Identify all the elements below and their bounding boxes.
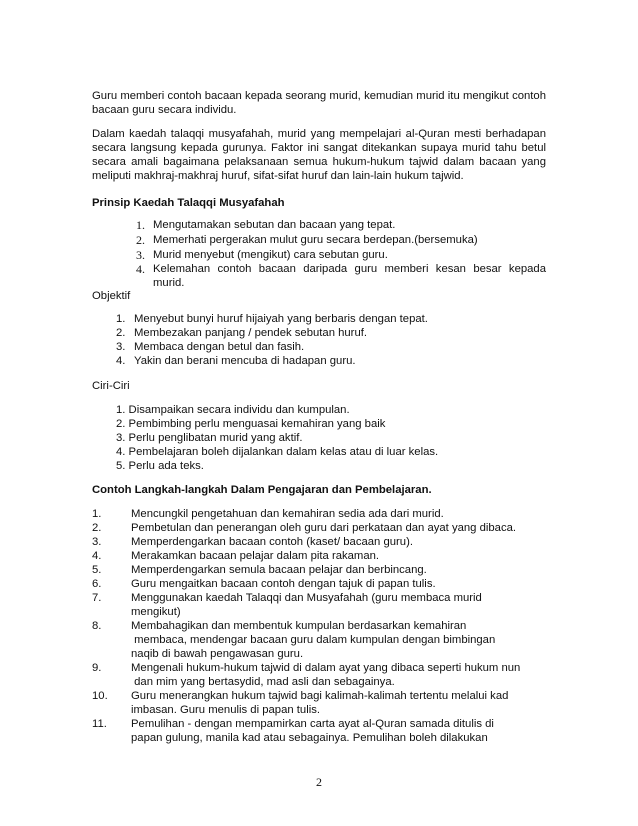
list-item: 2. Pembimbing perlu menguasai kemahiran yang baik: [116, 418, 386, 430]
list-number: 9.: [92, 662, 102, 674]
list-number: 3.: [136, 248, 145, 262]
list-number: 1.: [116, 313, 126, 325]
list-text: Menggunakan kaedah Talaqqi dan Musyafahah (guru membaca murid: [131, 592, 482, 604]
list-number: 4.: [92, 550, 102, 562]
list-number: 3.: [92, 536, 102, 548]
list-text-continued: murid.: [153, 277, 185, 289]
list-text: Memperdengarkan semula bacaan pelajar dan berbincang.: [131, 564, 427, 576]
list-text: Pemulihan - dengan mempamirkan carta ayat al-Quran samada ditulis di: [131, 718, 494, 730]
list-text-continued: naqib di bawah pengawasan guru.: [131, 648, 304, 660]
list-text: Kelemahan contoh bacaan daripada guru memberi kesan besar kepada: [153, 263, 546, 275]
list-text: Memerhati pergerakan mulut guru secara berdepan.(bersemuka): [153, 234, 478, 246]
list-number: 11.: [92, 718, 107, 730]
list-number: 1.: [136, 218, 145, 232]
intro-paragraph-2: Dalam kaedah talaqqi musyafahah, murid yang mempelajari al-Quran mesti berhadapan secara langsung kepada gurunya. Faktor ini sangat ditekankan supaya murid tahu betul secara amali bagaimana pelaksanaan semua hukum-hukum tajwid dalam bacaan yang meliputi makhraj-makhraj huruf, sifat-sifat huruf dan lain-lain hukum tajwid.: [92, 128, 546, 182]
intro-paragraph-1: Guru memberi contoh bacaan kepada seorang murid, kemudian murid itu mengikut contoh bacaan guru secara individu.: [92, 90, 546, 116]
list-text: Membaca dengan betul dan fasih.: [134, 341, 305, 353]
list-number: 2.: [116, 327, 126, 339]
list-item: 5. Perlu ada teks.: [116, 460, 204, 472]
list-number: 2.: [92, 522, 102, 534]
list-number: 3.: [116, 341, 126, 353]
list-text: Guru menerangkan hukum tajwid bagi kalimah-kalimah tertentu melalui kad: [131, 690, 509, 702]
list-number: 8.: [92, 620, 102, 632]
langkah-heading: Contoh Langkah-langkah Dalam Pengajaran dan Pembelajaran.: [92, 484, 432, 496]
list-text: Mencungkil pengetahuan dan kemahiran sedia ada dari murid.: [131, 508, 444, 520]
objektif-heading: Objektif: [92, 290, 131, 302]
list-text-continued: mengikut): [131, 606, 181, 618]
list-number: 2.: [136, 233, 145, 247]
list-text-continued: membaca, mendengar bacaan guru dalam kumpulan dengan bimbingan: [131, 634, 496, 646]
list-text-continued: imbasan. Guru menulis di papan tulis.: [131, 704, 321, 716]
list-text: Mengutamakan sebutan dan bacaan yang tepat.: [153, 219, 396, 231]
list-number: 10.: [92, 690, 108, 702]
list-number: 1.: [92, 508, 102, 520]
list-item: 1. Disampaikan secara individu dan kumpulan.: [116, 404, 350, 416]
list-text: Memperdengarkan bacaan contoh (kaset/ bacaan guru).: [131, 536, 413, 548]
list-text-continued: dan mim yang bertasydid, mad asli dan sebagainya.: [131, 676, 395, 688]
list-text: Guru mengaitkan bacaan contoh dengan tajuk di papan tulis.: [131, 578, 436, 590]
page-number: 2: [316, 775, 322, 789]
list-number: 7.: [92, 592, 102, 604]
ciri-heading: Ciri-Ciri: [92, 380, 130, 392]
list-text: Yakin dan berani mencuba di hadapan guru.: [134, 355, 356, 367]
list-number: 4.: [116, 355, 126, 367]
list-item: 4. Pembelajaran boleh dijalankan dalam kelas atau di luar kelas.: [116, 446, 439, 458]
list-text: Membahagikan dan membentuk kumpulan berdasarkan kemahiran: [131, 620, 467, 632]
list-text: Murid menyebut (mengikut) cara sebutan guru.: [153, 249, 388, 261]
list-number: 6.: [92, 578, 102, 590]
list-number: 4.: [136, 262, 145, 276]
list-text: Membezakan panjang / pendek sebutan huruf.: [134, 327, 368, 339]
list-number: 5.: [92, 564, 102, 576]
list-text: Mengenali hukum-hukum tajwid di dalam ayat yang dibaca seperti hukum nun: [131, 662, 521, 674]
list-item: 3. Perlu penglibatan murid yang aktif.: [116, 432, 303, 444]
prinsip-heading: Prinsip Kaedah Talaqqi Musyafahah: [92, 197, 285, 209]
list-text: Menyebut bunyi huruf hijaiyah yang berbaris dengan tepat.: [134, 313, 428, 325]
list-text: Pembetulan dan penerangan oleh guru dari perkataan dan ayat yang dibaca.: [131, 522, 517, 534]
list-text: Merakamkan bacaan pelajar dalam pita rakaman.: [131, 550, 380, 562]
list-text-continued: papan gulung, manila kad atau sebagainya. Pemulihan boleh dilakukan: [131, 732, 488, 744]
